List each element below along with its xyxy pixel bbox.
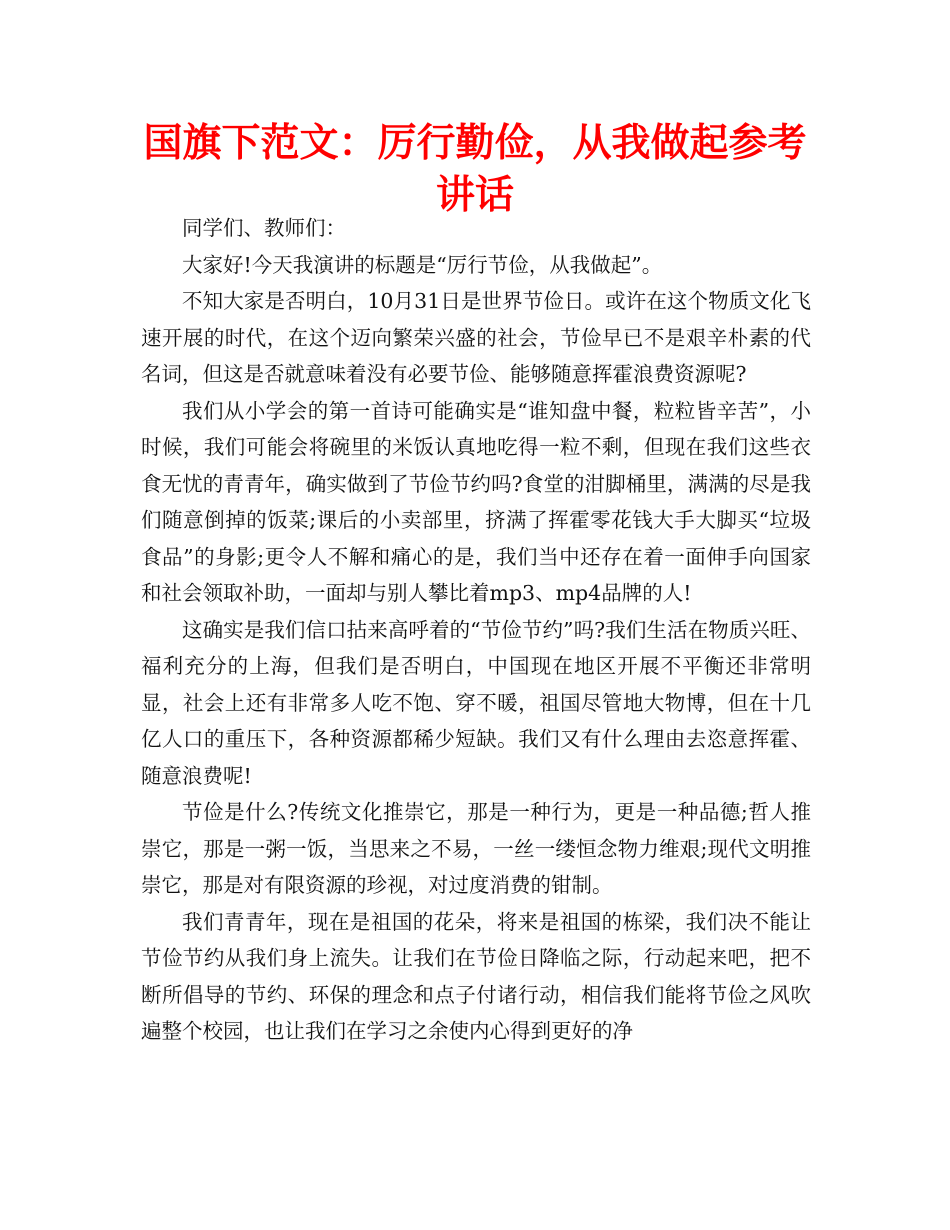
speech-body: [141, 210, 811, 1050]
paragraph-thrift-day: 不知大家是否明白，10月31日是世界节俭日。或许在这个物质文化飞速开展的时代，在这个迈向繁荣兴盛的社会，节俭早已不是艰辛朴素的代名词，但这是否就意味着没有必要节俭、能够随意挥霍浪费资源呢?: [141, 289, 811, 386]
paragraph-definition: 节俭是什么?传统文化推崇它，那是一种行为，更是一种品德;哲人推崇它，那是一粥一饭，当思来之不易，一丝一缕恒念物力维艰;现代文明推崇它，那是对有限资源的珍视，对过度消费的钳制。: [141, 800, 811, 897]
paragraph-reflection: 这确实是我们信口拈来高呼着的“节俭节约”吗?我们生活在物质兴旺、福利充分的上海，但我们是否明白，中国现在地区开展不平衡还非常明显，社会上还有非常多人吃不饱、穿不暖，祖国尽管地大物博，但在十几亿人口的重压下，各种资源都稀少短缺。我们又有什么理由去恣意挥霍、随意浪费呢!: [141, 617, 811, 788]
page-title: 国旗下范文：厉行勤俭，从我做起参考讲话: [143, 121, 807, 218]
paragraph-call-to-action: 我们青青年，现在是祖国的花朵，将来是祖国的栋梁，我们决不能让节俭节约从我们身上流失。让我们在节俭日降临之际，行动起来吧，把不断所倡导的节约、环保的理念和点子付诸行动，相信我们能将节俭之风吹遍整个校园，也让我们在学习之余使内心得到更好的净: [141, 909, 811, 1043]
paragraph-greeting: 同学们、教师们：: [182, 216, 346, 240]
paragraph-poem: 我们从小学会的第一首诗可能确实是“谁知盘中餐，粒粒皆辛苦”，小时候，我们可能会将碗里的米饭认真地吃得一粒不剩，但现在我们这些衣食无忧的青青年，确实做到了节俭节约吗?食堂的泔脚桶里，满满的尽是我们随意倒掉的饭菜;课后的小卖部里，挤满了挥霍零花钱大手大脚买“垃圾食品”的身影;更令人不解和痛心的是，我们当中还存在着一面伸手向国家和社会领取补助，一面却与别人攀比着mp3、mp4品牌的人!: [141, 398, 811, 605]
paragraph-intro: 大家好!今天我演讲的标题是“厉行节俭，从我做起”。: [182, 252, 663, 277]
